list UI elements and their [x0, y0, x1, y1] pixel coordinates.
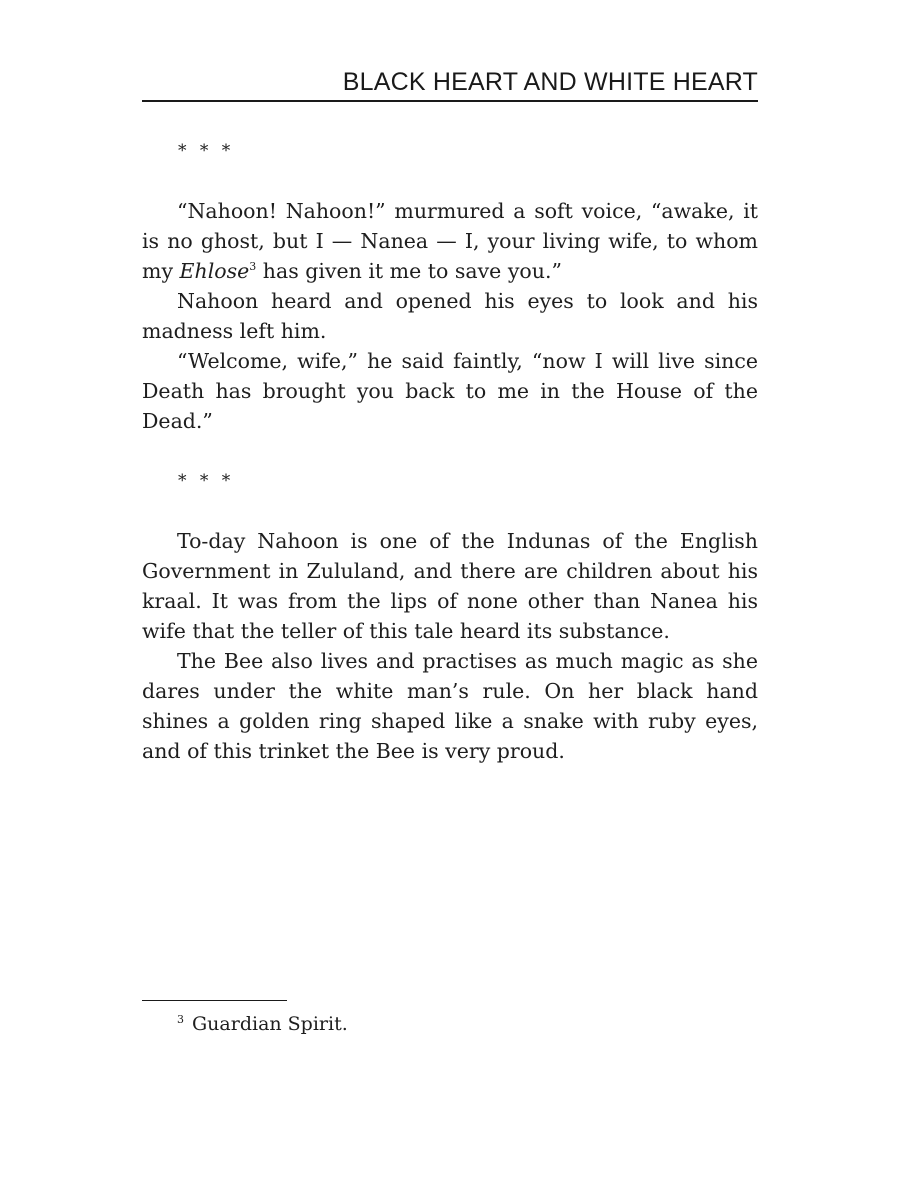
footnote — [177, 1010, 348, 1038]
section-break: * * * — [178, 471, 235, 491]
header-rule — [142, 100, 758, 102]
spacer — [142, 436, 758, 466]
footnote-text: Guardian Spirit. — [192, 1013, 348, 1035]
paragraph: “Welcome, wife,” he said faintly, “now I will live since Death has brought you back to me in the House of the Dead.” — [142, 349, 758, 433]
paragraph — [142, 196, 758, 286]
paragraph: The Bee also lives and practises as much magic as she dares under the white man’s rule. On her black hand shines a golden ring shaped like a snake with ruby eyes, and of this trinket the Bee is very proud. — [142, 649, 758, 763]
emphasis-term: Ehlose — [179, 259, 250, 283]
spacer — [142, 166, 758, 196]
running-head: BLACK HEART AND WHITE HEART — [342, 68, 758, 96]
footnote-number: 3 — [177, 1012, 184, 1026]
footnote-ref: 3 — [249, 260, 257, 274]
paragraph-text: “Nahoon! Nahoon!” murmured a soft voice, “awake, it is no ghost, but I — Nanea — I, your living wife, to whom my — [142, 199, 758, 283]
paragraph-text: has given it me to save you.” — [256, 259, 562, 283]
body-text — [142, 136, 758, 766]
section-break: * * * — [178, 141, 235, 161]
paragraph: To-day Nahoon is one of the Indunas of the English Government in Zululand, and there are children about his kraal. It was from the lips of none other than Nanea his wife that the teller of this tale heard its substance. — [142, 529, 758, 643]
footnote-rule — [142, 1000, 287, 1001]
spacer — [142, 496, 758, 526]
paragraph: Nahoon heard and opened his eyes to look and his madness left him. — [142, 289, 758, 343]
